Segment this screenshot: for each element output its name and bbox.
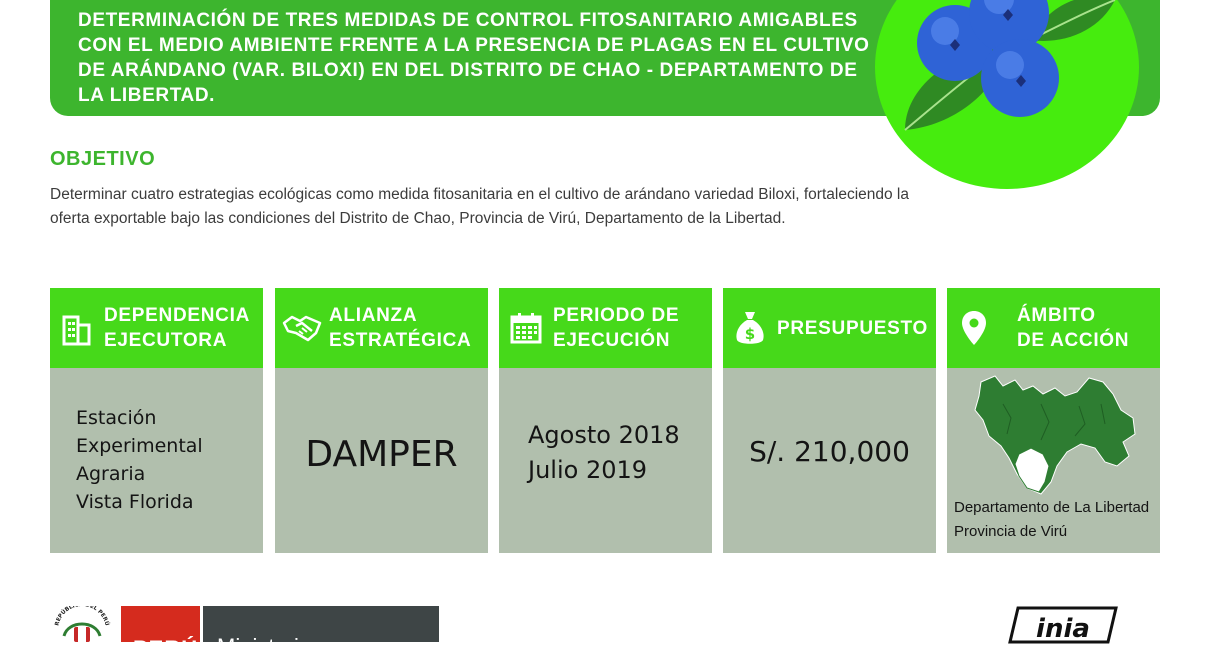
card-header [947, 288, 1160, 368]
la-libertad-map-icon [971, 374, 1139, 496]
card-alianza-estrategica [275, 288, 488, 553]
card-header [723, 288, 936, 368]
location-pin-icon [957, 311, 991, 345]
card-header [50, 288, 263, 368]
ministry-brand-block: Ministerio [203, 606, 439, 642]
ambito-value: Departamento de La Libertad Provincia de Virú [954, 499, 1150, 540]
blueberry-illustration [875, 0, 1139, 189]
page-title: DETERMINACIÓN DE TRES MEDIDAS DE CONTROL FITOSANITARIO AMIGABLES CON EL MEDIO AMBIENTE FRENTE A LA PRESENCIA DE PLAGAS EN EL CULTIVO DE ARÁNDANO (VAR. BILOXI) EN DEL DISTRITO DE CHAO - DEPARTAMENTO DE LA LIBERTAD. [78, 10, 870, 106]
card-ambito-accion [947, 288, 1160, 553]
dependencia-value: Estación Experimental Agraria Vista Florida [76, 407, 203, 513]
card-body [499, 368, 712, 553]
card-label: PRESUPUESTO [777, 317, 928, 339]
card-body [723, 368, 936, 553]
card-body [50, 368, 263, 553]
money-bag-icon [733, 311, 767, 345]
svg-text:inia: inia [1036, 614, 1090, 644]
building-icon [60, 311, 94, 345]
alianza-value: DAMPER [305, 434, 458, 475]
card-label: PERIODO DE EJECUCIÓN [553, 305, 680, 351]
svg-text:REPÚBLICA DEL PERÚ: REPÚBLI EL PERÚ [54, 606, 110, 627]
card-header [499, 288, 712, 368]
blueberry-icon [875, 0, 1139, 189]
card-presupuesto [723, 288, 936, 553]
card-body [275, 368, 488, 553]
card-header [275, 288, 488, 368]
inia-logo [1008, 606, 1118, 642]
card-body [947, 368, 1160, 553]
svg-text:$: $ [744, 325, 756, 343]
card-label: DEPENDENCIA EJECUTORA [104, 305, 250, 351]
presupuesto-value: S/. 210,000 [749, 435, 910, 468]
card-periodo-ejecucion [499, 288, 712, 553]
peru-brand-block: PERÚ [121, 606, 200, 642]
periodo-value: Agosto 2018 Julio 2019 [528, 421, 680, 484]
handshake-icon [285, 311, 319, 345]
objetivo-description: Determinar cuatro estrategias ecológicas como medida fitosanitaria en el cultivo de arándano variedad Biloxi, fortaleciendo la oferta exportable bajo las condiciones del Distrito de Chao, Provincia de Virú, Departamento de la Libertad. [50, 186, 910, 227]
objetivo-heading: OBJETIVO [50, 148, 156, 170]
card-label: ALIANZA ESTRATÉGICA [329, 305, 472, 351]
peru-seal-logo [50, 606, 114, 642]
card-label: ÁMBITO DE ACCIÓN [1017, 305, 1130, 351]
calendar-icon [509, 311, 543, 345]
card-dependencia-ejecutora [50, 288, 263, 553]
